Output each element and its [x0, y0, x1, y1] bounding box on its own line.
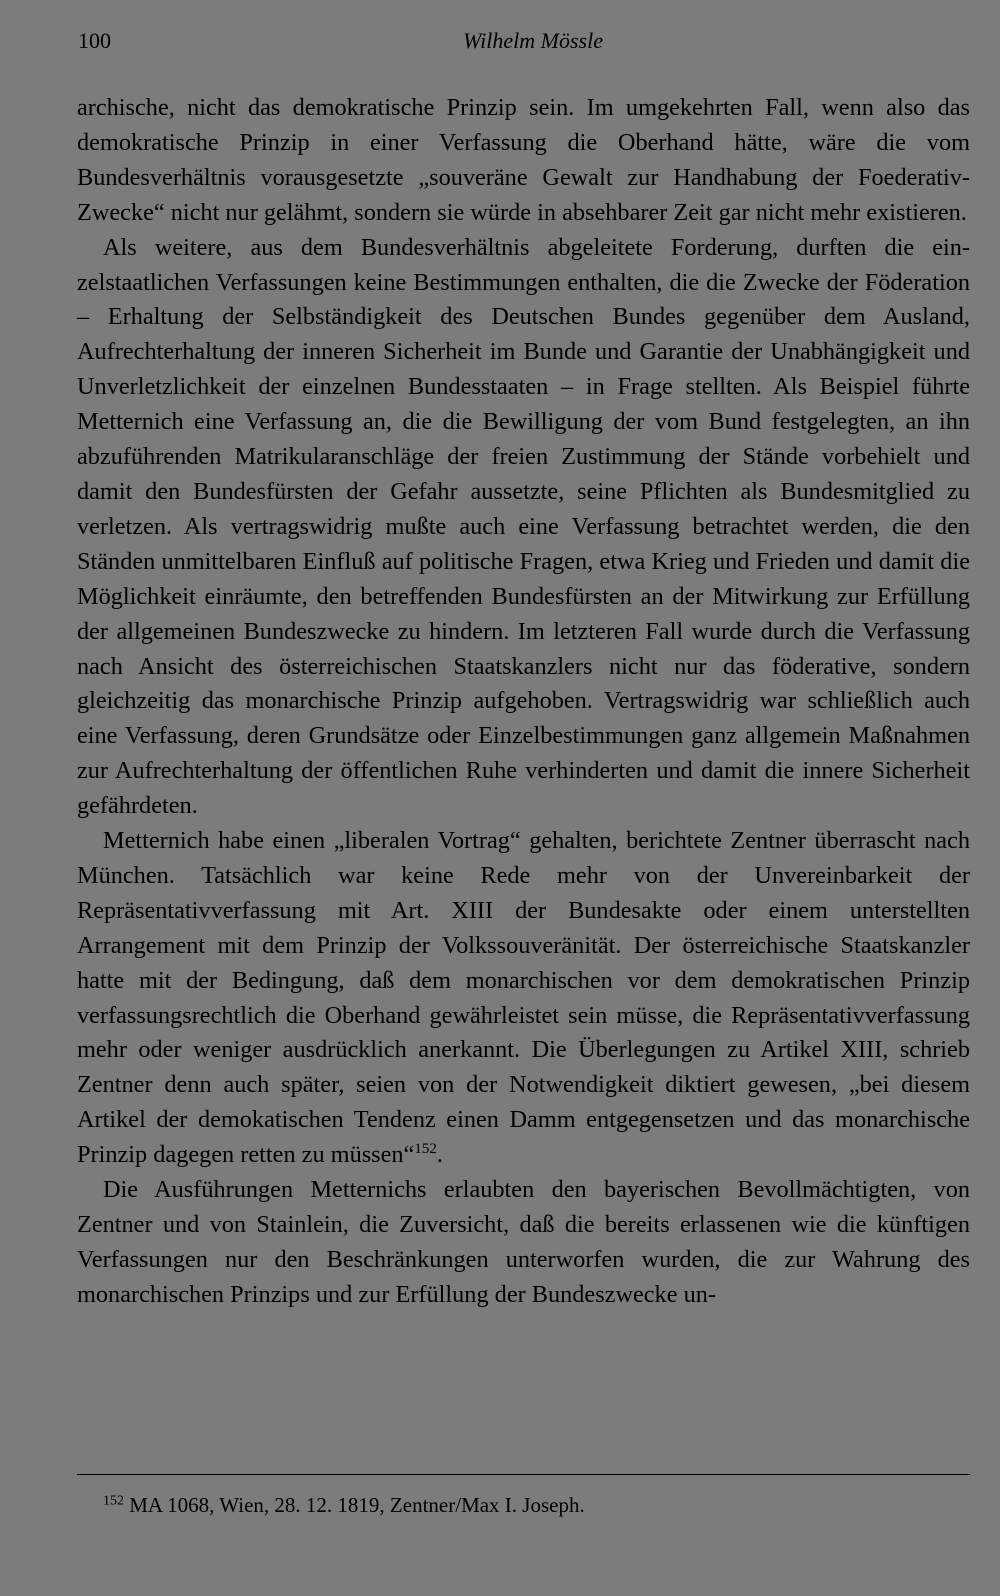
- paragraph-text: archische, nicht das demokratische Prinzip sein. Im umgekehrten Fall, wenn also das demokratische Prinzip in einer Verfassung die Oberhand hätte, wäre die vom Bundesverhältnis vorausgesetzte „souveräne Gewalt zur Handhabung der Foederativ-Zwecke“ nicht nur gelähmt, sondern sie würde in absehbarer Zeit gar nicht mehr existieren.: [77, 94, 970, 226]
- paragraph-text: Die Ausführungen Metternichs erlaubten den bayerischen Bevollmächtigten, von Zentner und von Stainlein, die Zuversicht, daß die bereits erlassenen wie die künftigen Verfassungen nur den Beschränkungen unterworfen wurden, die zur Wahrung des monarchischen Prinzips und zur Erfüllung der Bundeszwecke un-: [77, 1176, 970, 1308]
- paragraph-text: Metternich habe einen „liberalen Vortrag“ gehalten, berichtete Zentner überrascht nach München. Tatsächlich war keine Rede mehr von der Unvereinbarkeit der Repräsentativverfassung mit Art. XIII der Bundesakte oder einem unterstellten Arrangement mit dem Prinzip der Volkssouveränität. Der österreichische Staatskanzler hatte mit der Bedingung, daß dem monarchischen vor dem demokratischen Prinzip verfassungsrechtlich die Oberhand gewährleistet sein müsse, die Repräsentativverfassung mehr oder weniger ausdrücklich anerkannt. Die Überlegungen zu Artikel XIII, schrieb Zentner denn auch später, seien von der Notwendigkeit diktiert gewesen, „bei diesem Artikel der demokatischen Tendenz einen Damm entgegensetzen und das monarchische Prinzip dagegen retten zu müssen“: [77, 827, 970, 1169]
- footnote: [103, 1491, 585, 1519]
- running-title: Wilhelm Mössle: [463, 28, 603, 53]
- paragraph-text: Als weitere, aus dem Bundesverhältnis abgeleitete Forderung, durften die einzelstaatlichen Verfassungen keine Bestimmungen enthalten, die die Zwecke der Föderation – Erhaltung der Selbständigkeit des Deutschen Bundes gegenüber dem Ausland, Aufrechterhaltung der inneren Sicherheit im Bunde und Garantie der Unabhängigkeit und Unverletzlichkeit der einzelnen Bundesstaaten – in Frage stellten. Als Beispiel führte Metternich eine Verfassung an, die die Bewilligung der vom Bund festgelegten, an ihn abzuführenden Matrikularanschläge der freien Zustimmung der Stände vorbehielt und damit den Bundesfürsten der Gefahr aussetzte, seine Pflichten als Bundesmitglied zu verletzen. Als vertragswidrig mußte auch eine Verfassung betrachtet werden, die den Ständen unmittelbaren Einfluß auf politische Fragen, etwa Krieg und Frieden und damit die Möglichkeit einräumte, den betreffenden Bundesfürsten an der Mitwirkung zur Erfüllung der allgemeinen Bundeszwecke zu hindern. Im letzteren Fall wurde durch die Verfassung nach Ansicht des österreichischen Staatskanzlers nicht nur das föderative, sondern gleichzeitig das monarchische Prinzip aufgehoben. Vertragswidrig war schließlich auch eine Verfassung, deren Grundsätze oder Einzelbestimmungen ganz allgemein Maßnahmen zur Aufrechterhaltung der öffentlichen Ruhe verhinderten und damit die innere Sicherheit gefährdeten.: [77, 233, 970, 820]
- paragraph: [77, 824, 970, 1173]
- paragraph: [77, 231, 970, 824]
- paragraph-text-after-reference: .: [436, 1141, 443, 1169]
- footnote-reference: 152: [414, 1141, 437, 1158]
- footnote-divider: [77, 1474, 970, 1475]
- body-text: [77, 91, 970, 1313]
- footnote-number: 152: [103, 1493, 124, 1509]
- running-head: [78, 28, 948, 62]
- paragraph-continuation: [77, 91, 970, 231]
- page-number: 100: [78, 28, 111, 53]
- paragraph: [77, 1173, 970, 1313]
- footnote-text: MA 1068, Wien, 28. 12. 1819, Zentner/Max I. Joseph.: [129, 1493, 585, 1517]
